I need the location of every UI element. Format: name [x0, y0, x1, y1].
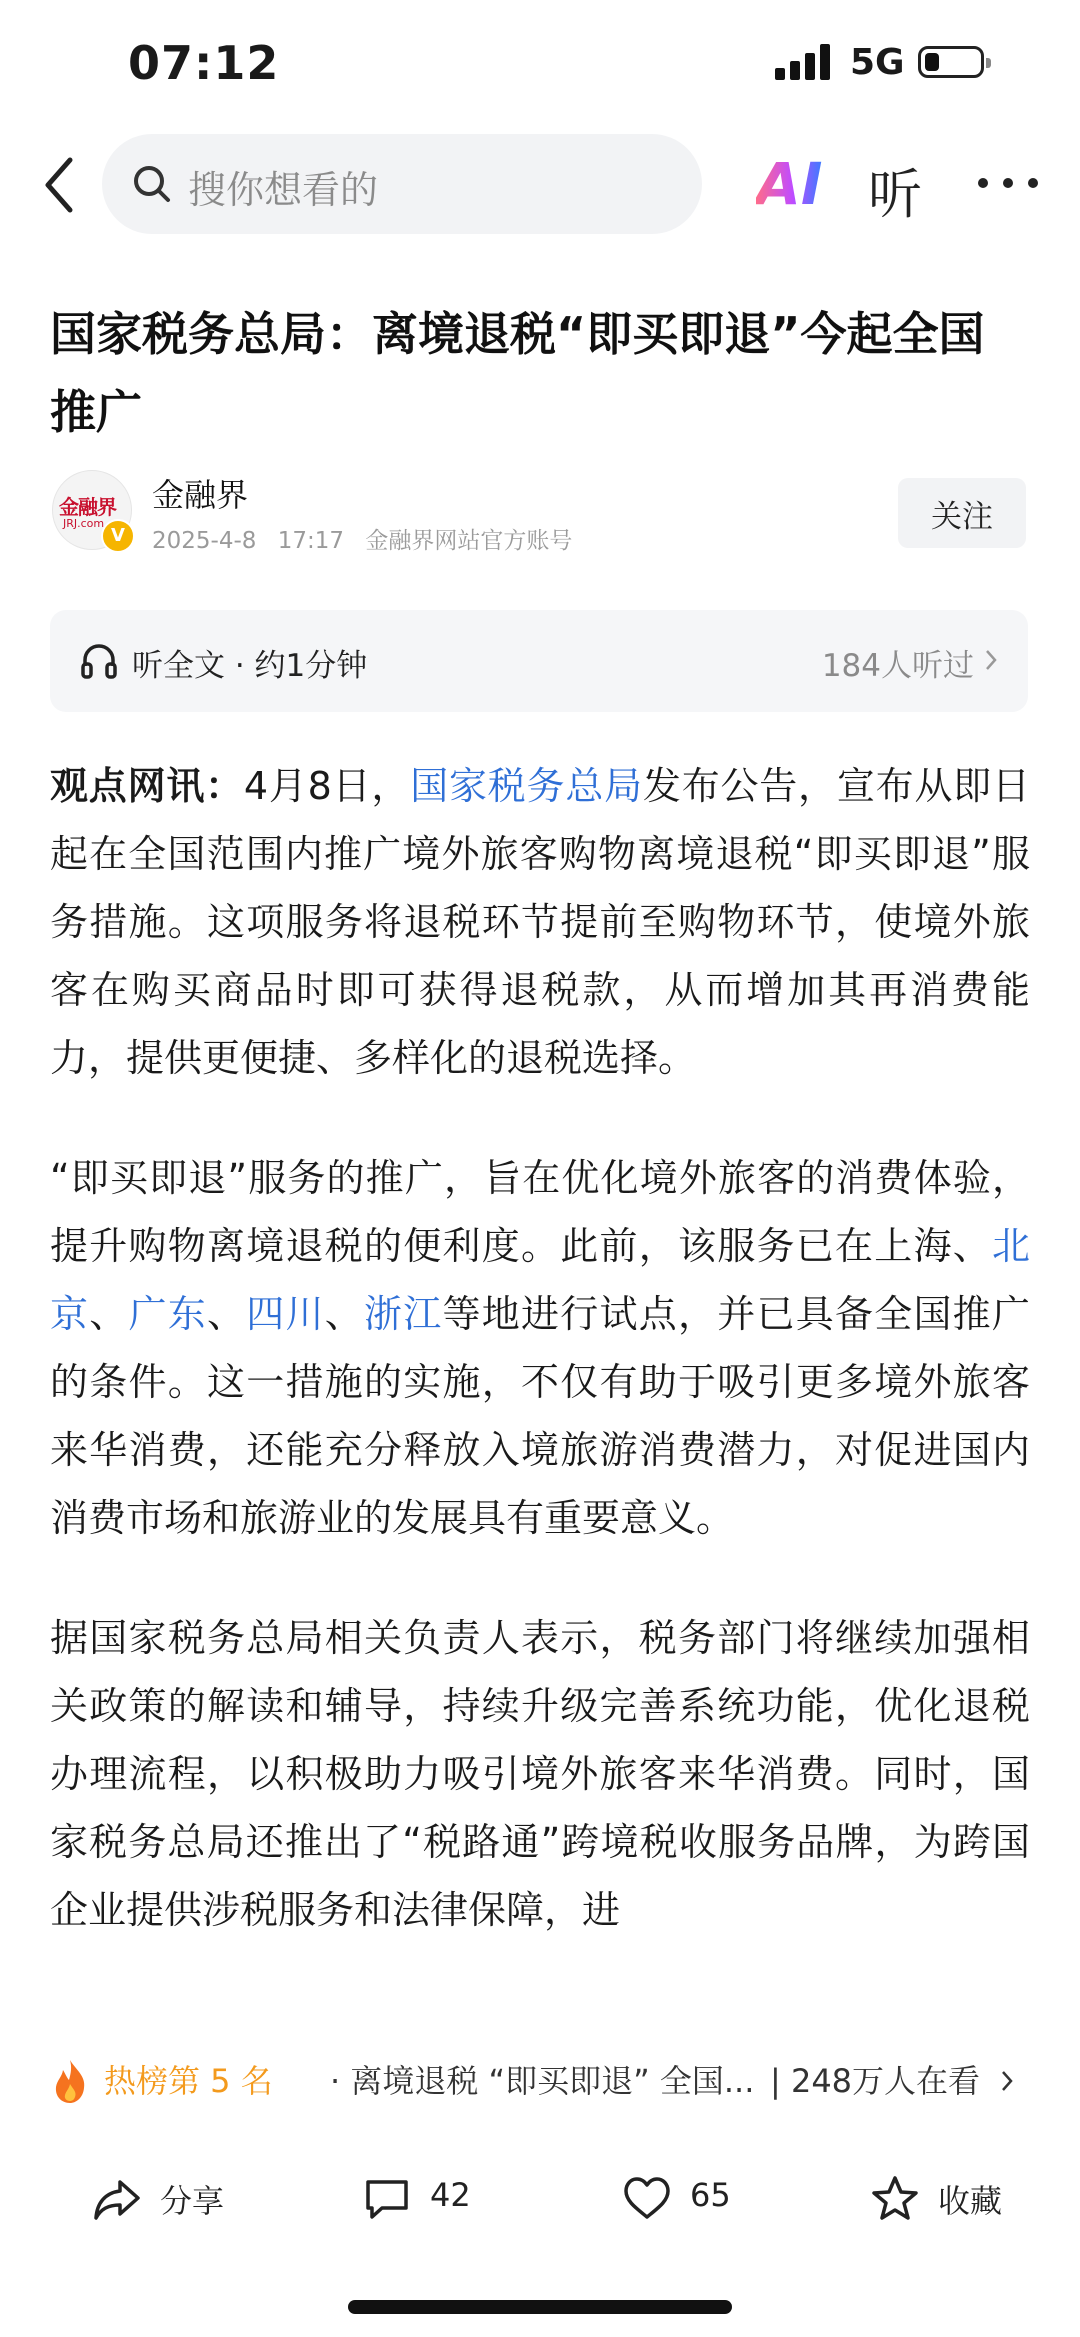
link-beijing[interactable]: 北京 [50, 1224, 1030, 1336]
more-icon[interactable] [978, 178, 1038, 190]
share-button[interactable] [92, 2170, 232, 2230]
hot-rank: 热榜第 5 名 [104, 2062, 273, 2100]
follow-button[interactable]: 关注 [898, 478, 1026, 548]
hot-list-bar[interactable] [50, 2046, 1040, 2116]
share-label: 分享 [160, 2182, 225, 2220]
separator: 、 [324, 1292, 364, 1336]
listen-full-article-card[interactable] [50, 610, 1028, 712]
account-type: 金融界网站官方账号 [365, 528, 573, 554]
separator: 、 [89, 1292, 129, 1336]
link-sat[interactable]: 国家税务总局 [410, 764, 643, 808]
back-arrow-icon[interactable] [36, 150, 86, 220]
text-span: “即买即退”服务的推广，旨在优化境外旅客的消费体验，提升购物离境退税的便利度。此前，该服务已在上海、 [50, 1156, 1030, 1268]
listen-count: 184人听过 [821, 648, 974, 684]
chevron-right-icon [984, 648, 998, 672]
comment-button[interactable] [362, 2170, 502, 2230]
link-zhejiang[interactable]: 浙江 [364, 1292, 443, 1336]
network-label: 5G [850, 42, 905, 83]
flame-icon [50, 2058, 90, 2104]
star-icon [870, 2174, 920, 2224]
home-indicator[interactable] [348, 2300, 732, 2314]
author-avatar[interactable] [52, 470, 132, 550]
like-count: 65 [690, 2176, 731, 2214]
battery-icon [918, 46, 984, 78]
ai-button[interactable]: AI [756, 150, 823, 218]
hot-topic: · 离境退税 “即买即退” 全国... [330, 2062, 755, 2100]
search-placeholder: 搜你想看的 [188, 168, 379, 212]
separator: 、 [207, 1292, 247, 1336]
collect-label: 收藏 [938, 2182, 1003, 2220]
action-bar [0, 2150, 1080, 2250]
listen-button[interactable]: 听 [868, 163, 922, 226]
author-name[interactable]: 金融界 [152, 476, 249, 514]
text-span: 发布公告，宣布从即日起在全国范围内推广境外旅客购物离境退税“即买即退”服务措施。这项服务将退税环节提前至购物环节，使境外旅客在购买商品时即可获得退税款，从而增加其再消费能力，提供更便捷、多样化的退税选择。 [50, 764, 1030, 1080]
paragraph-1 [50, 752, 1030, 1092]
lead-text: 观点网讯： [50, 764, 244, 808]
collect-button[interactable] [870, 2170, 1030, 2230]
share-icon [92, 2174, 142, 2224]
article-body [50, 752, 1030, 2014]
paragraph-3: 据国家税务总局相关负责人表示，税务部门将继续加强相关政策的解读和辅导，持续升级完善系统功能，优化退税办理流程，以积极助力吸引境外旅客来华消费。同时，国家税务总局还推出了“税路通”跨境税收服务品牌，为跨国企业提供涉税服务和法律保障，进 [50, 1616, 1030, 1932]
status-time: 07:12 [128, 36, 280, 90]
article-title: 国家税务总局：离境退税“即买即退”今起全国推广 [50, 307, 985, 439]
like-button[interactable] [622, 2170, 762, 2230]
jrj-logo-sub: JRJ.com [63, 517, 105, 530]
publish-date: 2025-4-8 [152, 528, 257, 554]
hot-views: | 248万人在看 [770, 2062, 981, 2100]
heart-icon [622, 2174, 672, 2224]
text-span: 4月8日， [243, 764, 411, 808]
signal-icon [775, 44, 833, 80]
jrj-logo: 金融界 [59, 495, 116, 519]
text-span: 等地进行试点，并已具备全国推广的条件。这一措施的实施，不仅有助于吸引更多境外旅客来华消费，还能充分释放入境旅游消费潜力，对促进国内消费市场和旅游业的发展具有重要意义。 [50, 1292, 1030, 1540]
link-guangdong[interactable]: 广东 [128, 1292, 207, 1336]
comment-icon [362, 2174, 412, 2224]
chevron-right-icon [1000, 2069, 1014, 2093]
comment-count: 42 [430, 2176, 471, 2214]
article-meta [152, 522, 586, 555]
link-sichuan[interactable]: 四川 [246, 1292, 325, 1336]
publish-time: 17:17 [277, 528, 345, 554]
paragraph-2 [50, 1144, 1030, 1552]
search-icon [130, 162, 174, 206]
headphones-icon [80, 642, 118, 680]
listen-text: 听全文 · 约1分钟 [132, 648, 368, 684]
search-input[interactable] [102, 134, 702, 234]
status-bar [0, 0, 1080, 120]
verified-badge-icon: V [101, 519, 135, 553]
